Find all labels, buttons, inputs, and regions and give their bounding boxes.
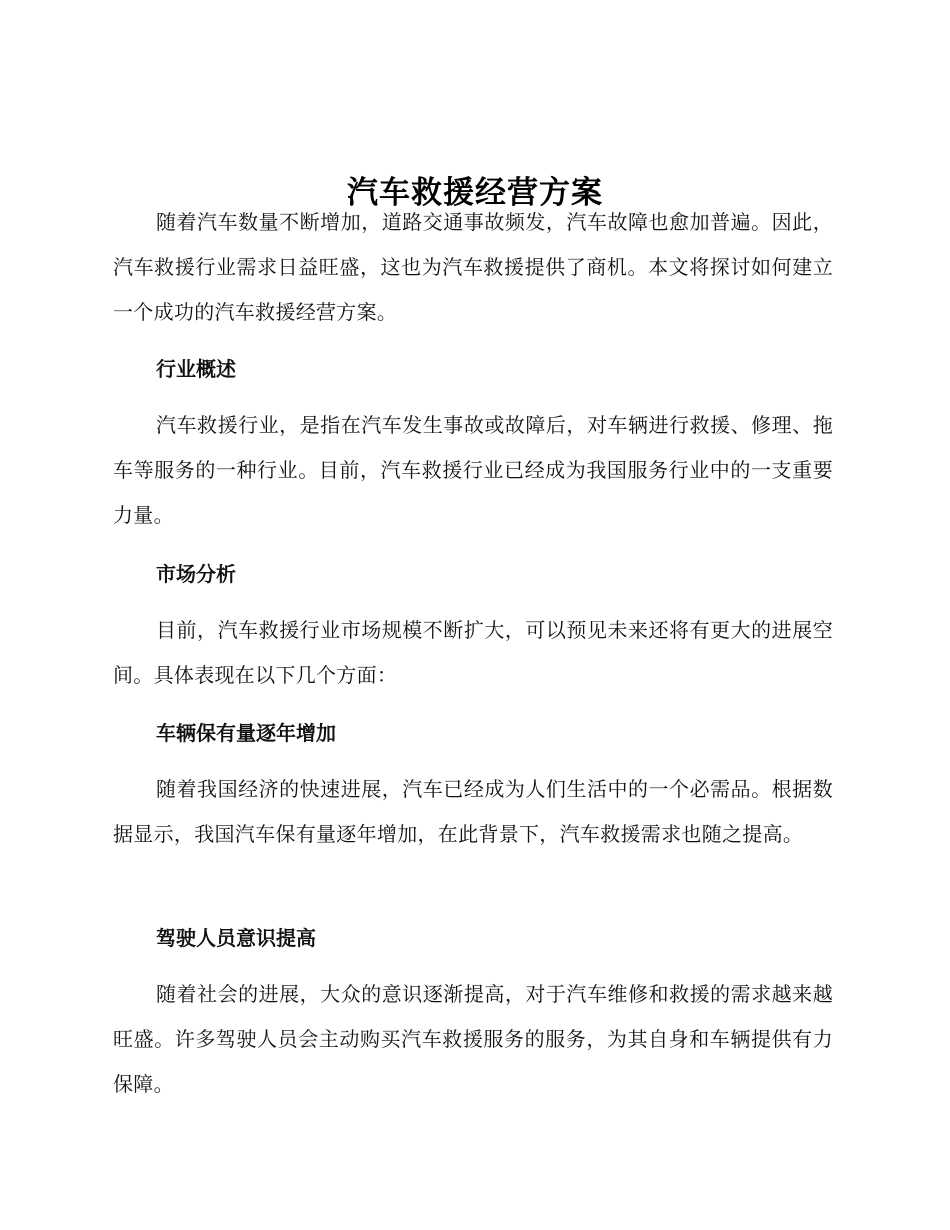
section-heading-industry-overview: 行业概述 — [156, 357, 236, 381]
intro-paragraph: 随着汽车数量不断增加，道路交通事故频发，汽车故障也愈加普遍。因此，汽车救援行业需求日益旺盛，这也为汽车救援提供了商机。本文将探讨如何建立一个成功的汽车救援经营方案。 — [113, 210, 833, 324]
document-title: 汽车救援经营方案 — [347, 174, 603, 211]
section-body-industry-overview: 汽车救援行业，是指在汽车发生事故或故障后，对车辆进行救援、修理、拖车等服务的一种行业。目前，汽车救援行业已经成为我国服务行业中的一支重要力量。 — [113, 413, 833, 527]
section-heading-market-analysis: 市场分析 — [156, 562, 236, 586]
section-heading-vehicle-ownership: 车辆保有量逐年增加 — [156, 721, 336, 745]
section-heading-driver-awareness: 驾驶人员意识提高 — [156, 926, 316, 950]
section-body-market-analysis: 目前，汽车救援行业市场规模不断扩大，可以预见未来还将有更大的进展空间。具体表现在以下几个方面： — [113, 618, 833, 687]
section-body-vehicle-ownership: 随着我国经济的快速进展，汽车已经成为人们生活中的一个必需品。根据数据显示，我国汽车保有量逐年增加，在此背景下，汽车救援需求也随之提高。 — [113, 777, 833, 846]
section-body-driver-awareness: 随着社会的进展，大众的意识逐渐提高，对于汽车维修和救援的需求越来越旺盛。许多驾驶人员会主动购买汽车救援服务的服务，为其自身和车辆提供有力保障。 — [113, 982, 833, 1096]
